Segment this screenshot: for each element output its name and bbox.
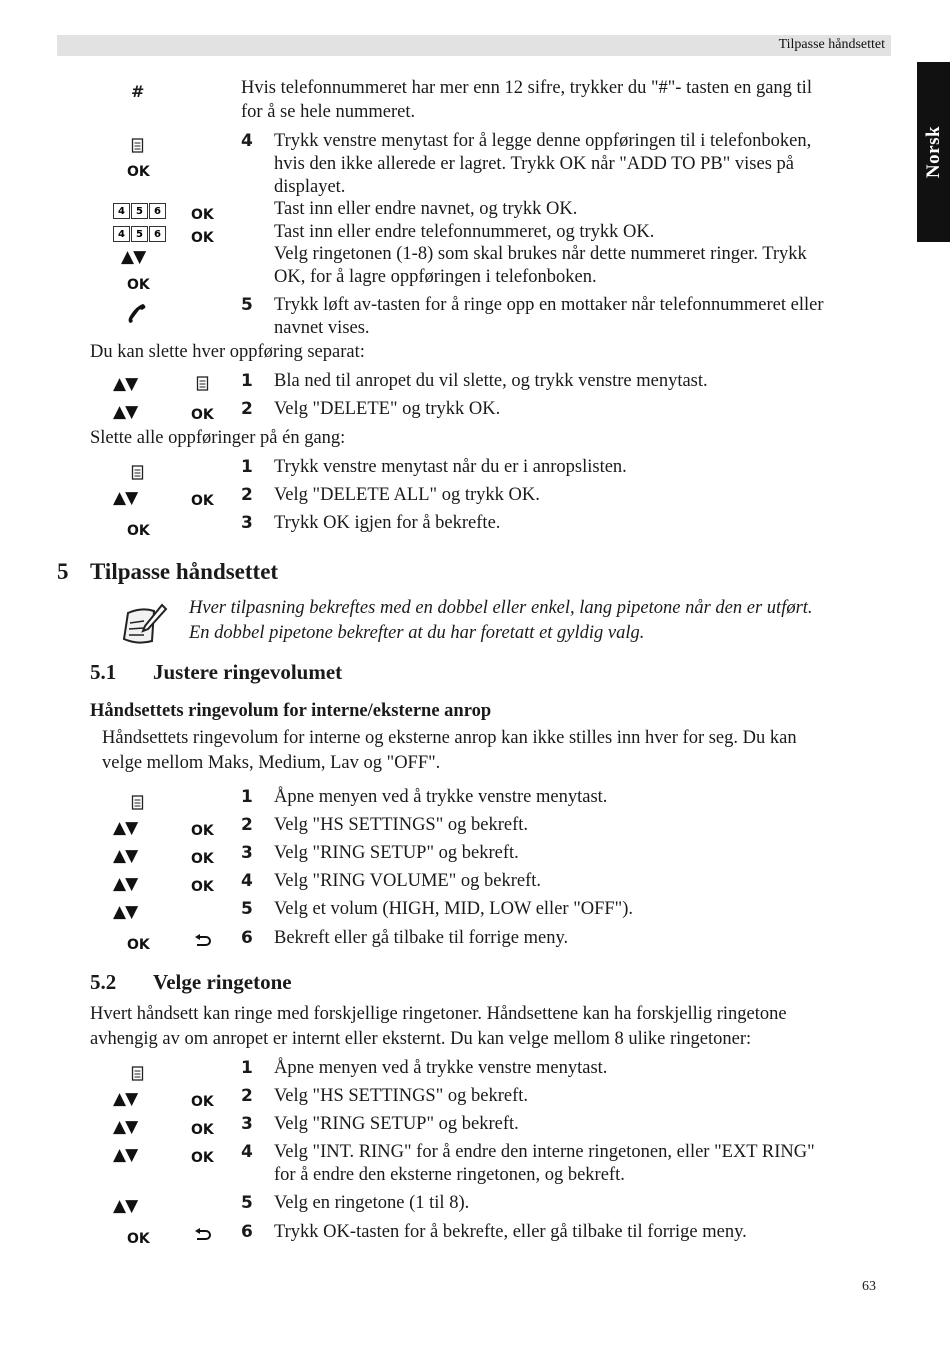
page-number: 63	[862, 1279, 876, 1294]
body-text: velge mellom Maks, Medium, Lav og "OFF".	[102, 753, 441, 773]
svg-text:5: 5	[136, 229, 143, 240]
step-number: 3	[241, 843, 253, 863]
up-down-arrows-icon: ▲▼	[113, 1196, 138, 1216]
step-number: 1	[241, 1058, 253, 1078]
ok-key-icon: OK	[127, 523, 150, 539]
step-text: Velg ringetonen (1-8) som skal brukes når dette nummeret ringer. Trykk	[274, 244, 807, 264]
step-text: Trykk venstre menytast når du er i anropslisten.	[274, 457, 627, 477]
phone-handset-icon	[126, 301, 148, 325]
subsection-number: 5.1	[90, 660, 117, 684]
step-text: for å endre den eksterne ringetonen, og bekreft.	[274, 1165, 625, 1185]
step-text: displayet.	[274, 177, 346, 197]
ok-key-icon: OK	[191, 207, 214, 223]
step-number: 1	[241, 457, 253, 477]
header-title: Tilpasse håndsettet	[778, 37, 885, 52]
step-number: 3	[241, 513, 253, 533]
step-number: 2	[241, 1086, 253, 1106]
menu-key-icon	[131, 138, 145, 154]
step-text: Velg "DELETE" og trykk OK.	[274, 399, 501, 419]
subheading: Håndsettets ringevolum for interne/eksterne anrop	[90, 701, 492, 721]
menu-key-icon	[131, 795, 145, 811]
step-text: Trykk venstre menytast for å legge denne oppføringen til i telefonboken,	[274, 131, 812, 151]
ok-key-icon: OK	[191, 879, 214, 895]
step-text: Trykk løft av-tasten for å ringe opp en mottaker når telefonnummeret eller	[274, 295, 824, 315]
subsection-title: Justere ringevolumet	[153, 660, 343, 684]
subsection-number: 5.2	[90, 970, 117, 994]
step-number: 5	[241, 899, 253, 919]
step-text: Trykk OK igjen for å bekrefte.	[274, 513, 501, 533]
step-text: Bekreft eller gå tilbake til forrige meny.	[274, 928, 569, 948]
subsection-title: Velge ringetone	[153, 970, 292, 994]
up-down-arrows-icon: ▲▼	[113, 1089, 138, 1109]
step-text: Trykk OK-tasten for å bekrefte, eller gå tilbake til forrige meny.	[274, 1222, 747, 1242]
step-number: 6	[241, 928, 253, 948]
step-number: 2	[241, 485, 253, 505]
step-text: Velg "RING SETUP" og bekreft.	[274, 1114, 519, 1134]
up-down-arrows-icon: ▲▼	[113, 488, 138, 508]
step-text: Velg "INT. RING" for å endre den interne ringetonen, eller "EXT RING"	[274, 1142, 815, 1162]
step-text: navnet vises.	[274, 318, 370, 338]
delete-one-intro: Du kan slette hver oppføring separat:	[90, 342, 365, 362]
up-down-arrows-icon: ▲▼	[113, 846, 138, 866]
menu-key-icon	[196, 376, 210, 392]
step-number: 6	[241, 1222, 253, 1242]
language-tab	[917, 62, 950, 242]
step-number: 5	[241, 1193, 253, 1213]
step-number: 2	[241, 815, 253, 835]
ok-key-icon: OK	[127, 1231, 150, 1247]
ok-key-icon: OK	[191, 1094, 214, 1110]
step-number: 1	[241, 371, 253, 391]
step-text: Åpne menyen ved å trykke venstre menytast.	[274, 1058, 608, 1078]
ok-key-icon: OK	[191, 1150, 214, 1166]
up-down-arrows-icon: ▲▼	[113, 1145, 138, 1165]
body-text: avhengig av om anropet er internt eller eksternt. Du kan velge mellom 8 ulike ringetoner:	[90, 1029, 752, 1049]
step-text: Åpne menyen ved å trykke venstre menytast.	[274, 787, 608, 807]
ok-key-icon: OK	[127, 937, 150, 953]
language-tab-label: Norsk	[922, 125, 944, 179]
svg-text:6: 6	[154, 229, 161, 240]
svg-text:4: 4	[118, 206, 125, 217]
step-text: Velg "HS SETTINGS" og bekreft.	[274, 815, 529, 835]
keypad-keys-icon	[113, 203, 167, 219]
ok-key-icon: OK	[191, 851, 214, 867]
back-arrow-icon	[194, 1228, 212, 1242]
step-text: Velg et volum (HIGH, MID, LOW eller "OFF").	[274, 899, 634, 919]
step-text: Velg "HS SETTINGS" og bekreft.	[274, 1086, 529, 1106]
step-number: 4	[241, 131, 253, 151]
note-pencil-icon	[118, 601, 170, 649]
running-header	[57, 35, 891, 56]
body-text: Hvert håndsett kan ringe med forskjellige ringetoner. Håndsettene kan ha forskjellig ringetone	[90, 1004, 787, 1024]
step-text: Tast inn eller endre navnet, og trykk OK.	[274, 199, 578, 219]
up-down-arrows-icon: ▲▼	[113, 374, 138, 394]
ok-key-icon: OK	[127, 277, 150, 293]
note-text-line-1: Hver tilpasning bekreftes med en dobbel eller enkel, lang pipetone når den er utført.	[189, 598, 813, 618]
step-text: Velg "DELETE ALL" og trykk OK.	[274, 485, 540, 505]
step-text: hvis den ikke allerede er lagret. Trykk OK når "ADD TO PB" vises på	[274, 154, 795, 174]
up-down-arrows-icon: ▲▼	[113, 818, 138, 838]
svg-text:4: 4	[118, 229, 125, 240]
intro-text-line-1: Hvis telefonnummeret har mer enn 12 sifre, trykker du "#"- tasten en gang til	[241, 78, 812, 98]
up-down-arrows-icon: ▲▼	[113, 902, 138, 922]
step-text: Velg en ringetone (1 til 8).	[274, 1193, 470, 1213]
note-text-line-2: En dobbel pipetone bekrefter at du har foretatt et gyldig valg.	[189, 623, 645, 643]
step-number: 2	[241, 399, 253, 419]
step-number: 4	[241, 1142, 253, 1162]
step-text: Tast inn eller endre telefonnummeret, og trykk OK.	[274, 222, 655, 242]
keypad-keys-icon	[113, 226, 167, 242]
ok-key-icon: OK	[191, 823, 214, 839]
ok-key-icon: OK	[191, 230, 214, 246]
section-number: 5	[57, 559, 69, 584]
body-text: Håndsettets ringevolum for interne og eksterne anrop kan ikke stilles inn hver for seg. Du kan	[102, 728, 797, 748]
intro-text-line-2: for å se hele nummeret.	[241, 102, 416, 122]
section-title: Tilpasse håndsettet	[90, 559, 279, 584]
step-text: OK, for å lagre oppføringen i telefonboken.	[274, 267, 597, 287]
up-down-arrows-icon: ▲▼	[113, 1117, 138, 1137]
step-number: 5	[241, 295, 253, 315]
up-down-arrows-icon: ▲▼	[121, 247, 146, 267]
ok-key-icon: OK	[191, 493, 214, 509]
hash-key-icon: #	[131, 82, 145, 101]
step-text: Bla ned til anropet du vil slette, og trykk venstre menytast.	[274, 371, 708, 391]
step-text: Velg "RING VOLUME" og bekreft.	[274, 871, 542, 891]
menu-key-icon	[131, 465, 145, 481]
up-down-arrows-icon: ▲▼	[113, 874, 138, 894]
svg-text:6: 6	[154, 206, 161, 217]
ok-key-icon: OK	[191, 407, 214, 423]
ok-key-icon: OK	[127, 164, 150, 180]
svg-text:5: 5	[136, 206, 143, 217]
step-number: 4	[241, 871, 253, 891]
up-down-arrows-icon: ▲▼	[113, 402, 138, 422]
step-number: 1	[241, 787, 253, 807]
menu-key-icon	[131, 1066, 145, 1082]
ok-key-icon: OK	[191, 1122, 214, 1138]
step-text: Velg "RING SETUP" og bekreft.	[274, 843, 519, 863]
delete-all-intro: Slette alle oppføringer på én gang:	[90, 428, 346, 448]
back-arrow-icon	[194, 934, 212, 948]
step-number: 3	[241, 1114, 253, 1134]
